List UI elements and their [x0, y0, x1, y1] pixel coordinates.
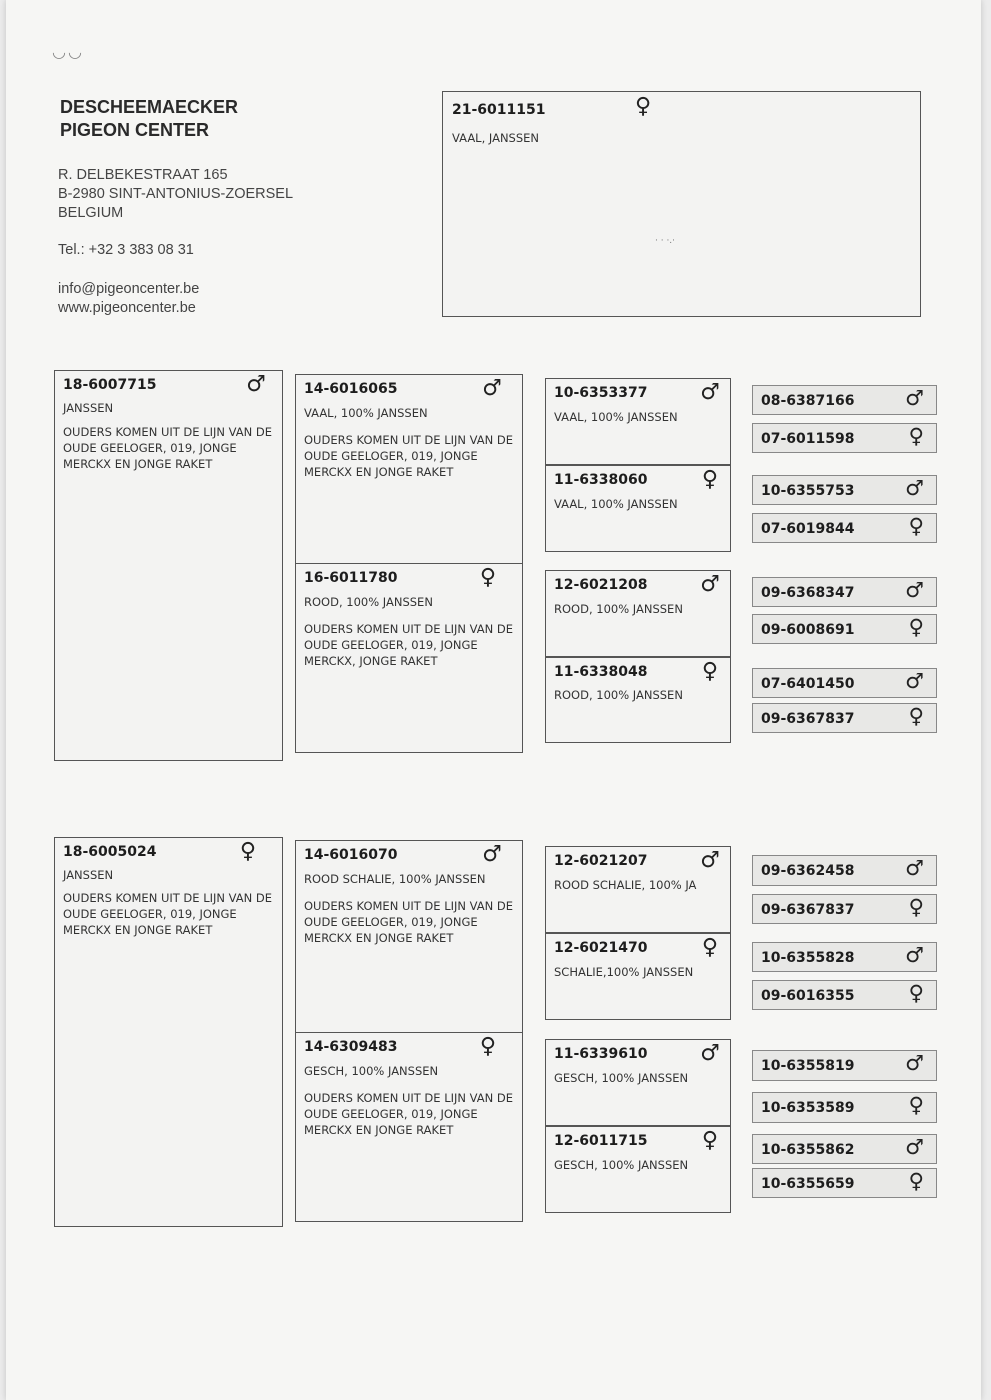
ancestor-row [752, 980, 937, 1010]
ring-number: 09-6367837 [761, 711, 855, 727]
male-icon: ♂ [905, 578, 924, 602]
male-icon: ♂ [482, 842, 502, 867]
ring-number: 07-6401450 [761, 676, 855, 692]
ring-number: 12-6011715 [554, 1133, 648, 1149]
contact-block [58, 280, 199, 318]
ring-number: 10-6353589 [761, 1100, 855, 1116]
grandparent-card [545, 933, 731, 1020]
female-icon: ♀ [908, 981, 924, 1005]
male-icon: ♂ [700, 1041, 720, 1066]
ring-number: 07-6019844 [761, 521, 855, 537]
female-icon: ♀ [908, 1169, 924, 1193]
male-icon: ♂ [905, 386, 924, 410]
ring-number: 11-6339610 [554, 1046, 648, 1062]
female-icon: ♀ [908, 615, 924, 639]
female-icon: ♀ [908, 1093, 924, 1117]
male-icon: ♂ [905, 856, 924, 880]
ancestor-row [752, 475, 937, 505]
ring-number: 14-6016070 [304, 847, 398, 863]
male-icon: ♂ [700, 380, 720, 405]
dam-dam-card [295, 1032, 523, 1222]
ring-number: 08-6387166 [761, 393, 855, 409]
grandparent-card [545, 465, 731, 552]
male-icon: ♂ [905, 1135, 924, 1159]
ring-number: 12-6021208 [554, 577, 648, 593]
sire-dam-card [295, 563, 523, 753]
female-icon: ♀ [701, 935, 718, 960]
lineage-note: OUDERS KOMEN UIT DE LIJN VAN DE OUDE GEELOGER, 019, JONGE MERCKX EN JONGE RAKET [304, 899, 514, 945]
ancestor-row [752, 894, 937, 924]
ring-number: 11-6338060 [554, 472, 648, 488]
ring-number: 12-6021470 [554, 940, 648, 956]
ring-number: 10-6355659 [761, 1176, 855, 1192]
grandparent-card [545, 570, 731, 657]
ring-number: 09-6362458 [761, 863, 855, 879]
bird-description: ROOD SCHALIE, 100% JA [554, 878, 697, 892]
lineage-note: OUDERS KOMEN UIT DE LIJN VAN DE OUDE GEELOGER, 019, JONGE MERCKX EN JONGE RAKET [63, 425, 273, 471]
lineage-note: OUDERS KOMEN UIT DE LIJN VAN DE OUDE GEELOGER, 019, JONGE MERCKX EN JONGE RAKET [304, 433, 514, 479]
ancestor-row [752, 1168, 937, 1198]
male-icon: ♂ [905, 1051, 924, 1075]
bird-description: VAAL, 100% JANSSEN [554, 497, 678, 511]
ancestor-row [752, 423, 937, 453]
male-icon: ♂ [482, 376, 502, 401]
bird-description: GESCH, 100% JANSSEN [304, 1064, 439, 1078]
female-icon: ♀ [479, 1034, 496, 1059]
female-icon: ♀ [701, 467, 718, 492]
bird-description: SCHALIE,100% JANSSEN [554, 965, 694, 979]
bird-description: ROOD, 100% JANSSEN [554, 688, 683, 702]
bird-description: GESCH, 100% JANSSEN [554, 1158, 689, 1172]
bird-description: JANSSEN [63, 868, 114, 882]
ring-number: 18-6007715 [63, 377, 157, 393]
ancestor-row [752, 614, 937, 644]
bird-description: VAAL, 100% JANSSEN [554, 410, 678, 424]
grandparent-card [545, 657, 731, 743]
ring-number: 07-6011598 [761, 431, 855, 447]
female-icon: ♀ [479, 565, 496, 590]
ring-number: 14-6016065 [304, 381, 398, 397]
bird-description: ROOD, 100% JANSSEN [304, 595, 433, 609]
ring-number: 09-6008691 [761, 622, 855, 638]
ring-number: 16-6011780 [304, 570, 398, 586]
dam-card [54, 837, 283, 1227]
female-icon: ♀ [701, 659, 718, 684]
company-name [60, 96, 238, 142]
sire-sire-card [295, 374, 523, 564]
male-icon: ♂ [905, 669, 924, 693]
ancestor-row [752, 577, 937, 607]
company-line-1: DESCHEEMAECKER [60, 97, 239, 117]
ring-number: 09-6368347 [761, 585, 855, 601]
ancestor-row [752, 385, 937, 415]
male-icon: ♂ [905, 476, 924, 500]
ring-number: 21-6011151 [452, 102, 546, 118]
ancestor-row [752, 855, 937, 886]
paper-speck: · · ·.· [655, 236, 676, 246]
subject-card [442, 91, 921, 317]
address-line-1: R. DELBEKESTRAAT 165 [58, 167, 228, 183]
company-line-2: PIGEON CENTER [60, 120, 210, 140]
ring-number: 10-6355862 [761, 1142, 855, 1158]
bird-description: GESCH, 100% JANSSEN [554, 1071, 689, 1085]
ring-number: 09-6367837 [761, 902, 855, 918]
address-line-2: B-2980 SINT-ANTONIUS-ZOERSEL [58, 186, 294, 202]
female-icon: ♀ [908, 424, 924, 448]
ring-number: 10-6355819 [761, 1058, 855, 1074]
ancestor-row [752, 513, 937, 543]
phone-number: Tel.: +32 3 383 08 31 [58, 242, 194, 258]
bird-description: VAAL, 100% JANSSEN [304, 406, 428, 420]
bird-description: JANSSEN [63, 401, 114, 415]
logo-mark: ◡◡ [52, 42, 84, 61]
ring-number: 10-6353377 [554, 385, 648, 401]
ancestor-row [752, 942, 937, 972]
grandparent-card [545, 378, 731, 465]
female-icon: ♀ [701, 1128, 718, 1153]
dam-sire-card [295, 840, 523, 1033]
ring-number: 18-6005024 [63, 844, 157, 860]
ancestor-row [752, 1092, 937, 1123]
grandparent-card [545, 1126, 731, 1213]
bird-description: ROOD SCHALIE, 100% JANSSEN [304, 872, 486, 886]
female-icon: ♀ [635, 94, 652, 119]
male-icon: ♂ [700, 572, 720, 597]
ring-number: 10-6355753 [761, 483, 855, 499]
female-icon: ♀ [908, 514, 924, 538]
grandparent-card [545, 1039, 731, 1126]
email-link[interactable]: info@pigeoncenter.be [58, 281, 200, 297]
male-icon: ♂ [905, 943, 924, 967]
lineage-note: OUDERS KOMEN UIT DE LIJN VAN DE OUDE GEELOGER, 019, JONGE MERCKX, JONGE RAKET [304, 622, 514, 668]
ancestor-row [752, 1134, 937, 1164]
ancestor-row [752, 1050, 937, 1081]
bird-description: VAAL, JANSSEN [452, 131, 540, 145]
male-icon: ♂ [246, 372, 266, 397]
male-icon: ♂ [700, 848, 720, 873]
ring-number: 14-6309483 [304, 1039, 398, 1055]
bird-description: ROOD, 100% JANSSEN [554, 602, 683, 616]
ring-number: 10-6355828 [761, 950, 855, 966]
grandparent-card [545, 846, 731, 933]
ring-number: 09-6016355 [761, 988, 855, 1004]
website-link[interactable]: www.pigeoncenter.be [58, 300, 196, 316]
lineage-note: OUDERS KOMEN UIT DE LIJN VAN DE OUDE GEELOGER, 019, JONGE MERCKX EN JONGE RAKET [63, 891, 273, 937]
female-icon: ♀ [908, 704, 924, 728]
lineage-note: OUDERS KOMEN UIT DE LIJN VAN DE OUDE GEELOGER, 019, JONGE MERCKX EN JONGE RAKET [304, 1091, 514, 1137]
female-icon: ♀ [239, 839, 256, 864]
sire-card [54, 370, 283, 761]
ancestor-row [752, 703, 937, 733]
ring-number: 12-6021207 [554, 853, 648, 869]
company-address [58, 166, 293, 223]
female-icon: ♀ [908, 895, 924, 919]
address-line-3: BELGIUM [58, 205, 124, 221]
ancestor-row [752, 668, 937, 698]
ring-number: 11-6338048 [554, 664, 648, 680]
